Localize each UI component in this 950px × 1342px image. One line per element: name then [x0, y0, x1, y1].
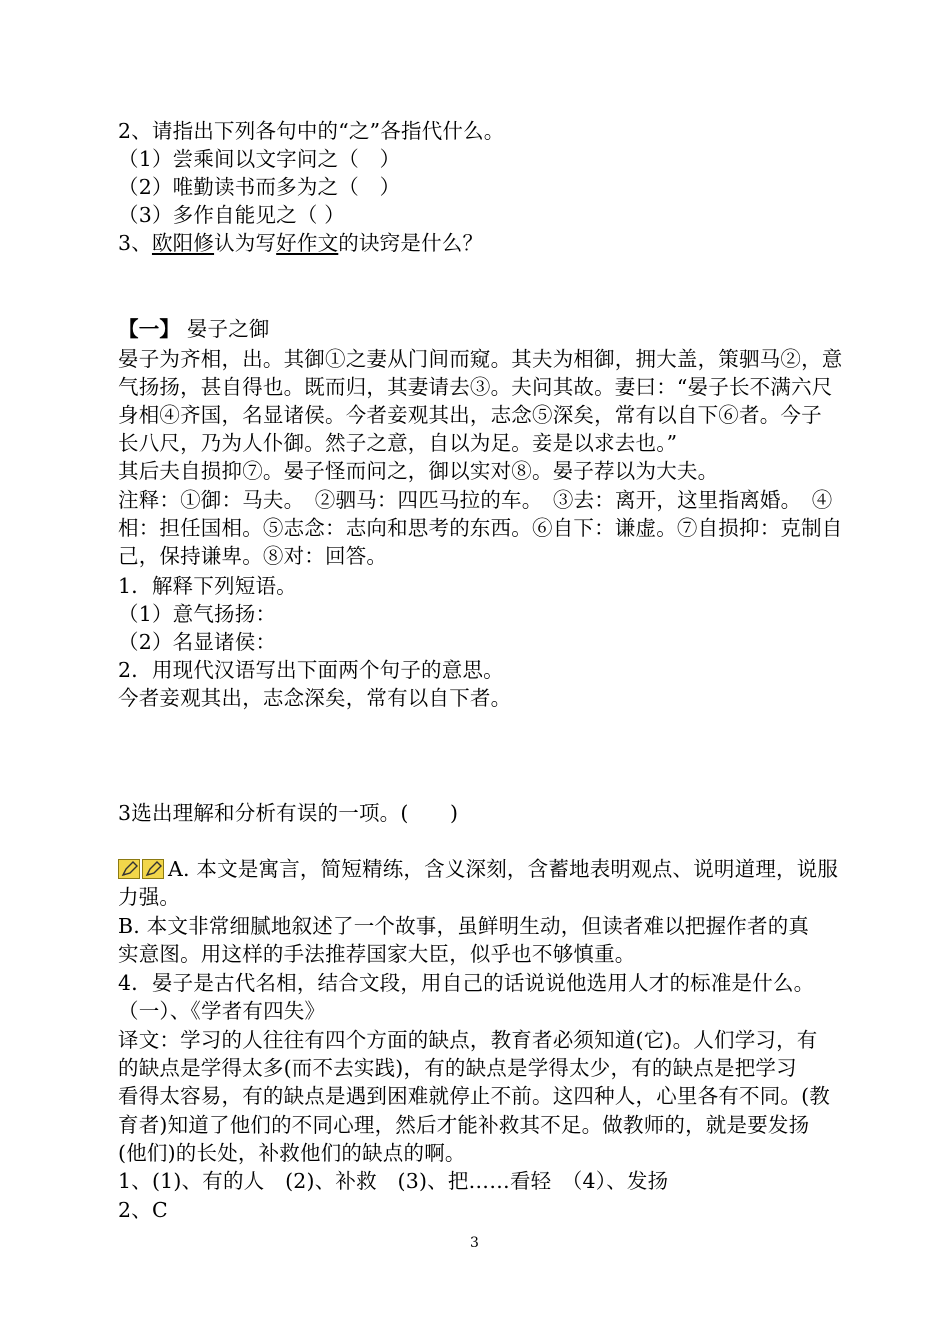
- translation-line: 看得太容易，有的缺点是遇到困难就停止不前。这四种人，心里各有不同。(教: [118, 1084, 830, 1108]
- q3-mid: 认为写: [214, 231, 277, 255]
- passage-line: 长八尺，乃为人仆御。然子之意，自以为足。妾是以求去也。”: [118, 431, 678, 455]
- question-4: 4．晏子是古代名相，结合文段，用自己的话说说他选用人才的标准是什么。: [118, 971, 815, 995]
- pencil-icon: [118, 859, 140, 879]
- section-bracket-close: 】: [159, 317, 181, 341]
- question-2-item: （2）唯勤读书而多为之（ ）: [118, 175, 401, 199]
- question-line: 今者妾观其出，志念深矣，常有以自下者。: [118, 686, 512, 710]
- passage-line: 气扬扬，甚自得也。既而归，其妻请去③。夫问其故。妻曰：“晏子长不满六尺: [118, 375, 833, 399]
- option-a-text: A. 本文是寓言，简短精练，含义深刻，含蓄地表明观点、说明道理，说服: [168, 857, 839, 881]
- section-bracket-open: 【一: [118, 317, 160, 341]
- question-line: 2．用现代汉语写出下面两个句子的意思。: [118, 658, 504, 682]
- question-2-item: （1）尝乘间以文字问之（ ）: [118, 147, 401, 171]
- question-2-title: 2、请指出下列各句中的“之”各指代什么。: [118, 119, 505, 143]
- translation-line: 译文：学习的人往往有四个方面的缺点，教育者必须知道(它)。人们学习，有: [118, 1028, 818, 1052]
- question-2-item: （3）多作自能见之（ ）: [118, 203, 345, 227]
- q3-underlined-phrase: 好作文: [276, 231, 339, 255]
- passage-line: 其后夫自损抑⑦。晏子怪而问之，御以实对⑧。晏子荐以为大夫。: [118, 459, 719, 483]
- answer-1: 1、(1)、有的人 (2)、补救 (3)、把……看轻 （4）、发扬: [118, 1169, 669, 1193]
- page-number: 3: [470, 1235, 479, 1251]
- section-title: [118, 316, 270, 342]
- option-b-line: 实意图。用这样的手法推荐国家大臣，似乎也不够慎重。: [118, 942, 636, 966]
- notes-line: 己，保持谦卑。⑧对：回答。: [118, 544, 388, 568]
- notes-line: 注释：①御：马夫。 ②驷马：四匹马拉的车。 ③去：离开，这里指离婚。 ④: [118, 488, 833, 512]
- edit-icons: [118, 859, 166, 885]
- translation-line: 育者)知道了他们的不同心理，然后才能补救其不足。做教师的，就是要发扬: [118, 1113, 810, 1137]
- answer-2: 2、C: [118, 1198, 168, 1222]
- translation-line: 的缺点是学得太多(而不去实践)，有的缺点是学得太少，有的缺点是把学习: [118, 1056, 797, 1080]
- option-a-line: 力强。: [118, 885, 181, 909]
- question-3-choice: 3选出理解和分析有误的一项。( ): [118, 801, 459, 825]
- q3-post: 的诀窍是什么？: [338, 231, 484, 255]
- answers-heading: （一）、《学者有四失》: [118, 999, 326, 1023]
- pencil-icon: [142, 859, 164, 879]
- question-line: （2）名显诸侯：: [118, 630, 277, 654]
- translation-line: (他们)的长处，补救他们的缺点的啊。: [118, 1141, 466, 1165]
- passage-line: 晏子为齐相，出。其御①之妻从门间而窥。其夫为相御，拥大盖，策驷马②，意: [118, 347, 843, 371]
- option-b-line: B. 本文非常细腻地叙述了一个故事，虽鲜明生动，但读者难以把握作者的真: [118, 914, 810, 938]
- section-title-text: 晏子之御: [186, 317, 270, 341]
- question-line: 1．解释下列短语。: [118, 574, 297, 598]
- question-line: （1）意气扬扬：: [118, 602, 277, 626]
- option-a-line: [118, 856, 838, 885]
- question-3: [118, 230, 483, 256]
- q3-pre: 3、: [118, 231, 152, 255]
- notes-line: 相：担任国相。⑤志念：志向和思考的东西。⑥自下：谦虚。⑦自损抑：克制自: [118, 516, 843, 540]
- passage-line: 身相④齐国，名显诸侯。今者妾观其出，志念⑤深矣，常有以自下⑥者。今子: [118, 403, 822, 427]
- q3-underlined-author: 欧阳修: [151, 231, 215, 255]
